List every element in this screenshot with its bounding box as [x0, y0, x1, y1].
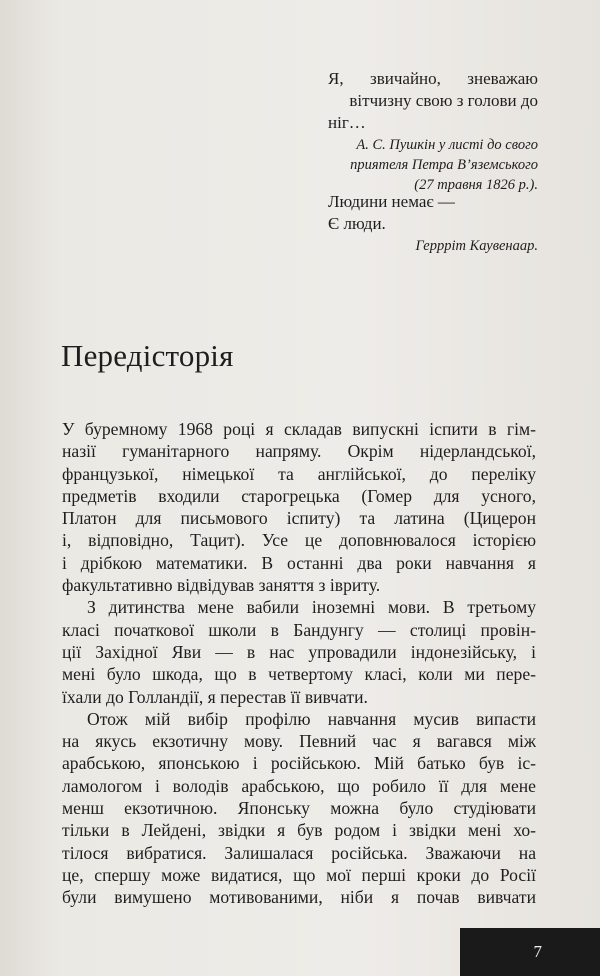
text-line: назії гуманітарного напряму. Окрім нідерландської, [62, 441, 536, 462]
text-line: факультативно відвідував заняття з івриту. [62, 575, 381, 596]
text-line: менш екзотичною. Японську можна було студіювати [62, 798, 536, 819]
epigraph-citation [328, 135, 538, 195]
page-number-tab [460, 928, 600, 976]
text-line: тілося вибратися. Залишалася російська. Зважаючи на [62, 842, 536, 863]
text-line: З дитинства мене вабили іноземні мови. В третьому [87, 597, 536, 618]
text-line: були вимушено мотивованими, ніби я почав вивчати [62, 887, 536, 908]
epigraph-line: Є люди. [328, 214, 386, 233]
text-line: класі початкової школи в Бандунгу — столиці провін- [62, 619, 536, 640]
paragraph [62, 418, 536, 596]
text-line: У буремному 1968 році я складав випускні іспити в гім- [62, 419, 536, 439]
chapter-title: Передісторія [61, 338, 234, 373]
text-line: ції Західної Яви — в нас упровадили індонезійську, і [62, 641, 536, 662]
citation-line: А. С. Пушкін у листі до свого [356, 137, 538, 153]
text-line: їхали до Голландії, я перестав її вивчати. [62, 686, 368, 707]
text-line: мені було шкода, що в четвертому класі, коли ми пере- [62, 664, 536, 685]
text-line: Платон для письмового іспиту) та латина (Цицерон [62, 508, 536, 529]
text-line: предметів входили старогрецька (Гомер для усного, [62, 485, 536, 506]
text-line: це, спершу може видатися, що мої перші кроки до Росії [62, 864, 536, 885]
citation-line: приятеля Петра В’яземського [350, 157, 538, 173]
paragraph [62, 596, 536, 707]
epigraph-kouwenaar [328, 191, 538, 256]
epigraph-citation: Геррріт Каувенаар. [415, 238, 538, 254]
epigraph-line: Я, звичайно, зневажаю [328, 69, 538, 88]
text-line: ламологом і володів арабською, що робило її для мене [62, 775, 536, 796]
epigraph-line: Людини немає — [328, 192, 455, 211]
citation-line: (27 травня 1826 р.). [414, 177, 538, 193]
text-line: Отож мій вибір профілю навчання мусив випасти [87, 708, 536, 729]
text-line: французької, німецької та англійської, до переліку [62, 463, 536, 484]
epigraph-line: вітчизну свою з голови до ніг… [328, 91, 538, 132]
text-line: і, відповідно, Тацит). Усе це доповнювалося історією [62, 530, 536, 551]
chapter-body [62, 418, 536, 909]
text-line: на якусь екзотичну мову. Певний час я вагався між [62, 731, 536, 752]
text-line: тільки в Лейдені, звідки я був родом і звідки мені хо- [62, 820, 536, 841]
text-line: арабською, японською і російською. Мій батько був іс- [62, 753, 536, 774]
page-number: 7 [533, 942, 542, 961]
paragraph [62, 708, 536, 909]
epigraph-pushkin [328, 68, 538, 195]
text-line: і дрібкою математики. В останні два роки навчання я [62, 552, 536, 573]
